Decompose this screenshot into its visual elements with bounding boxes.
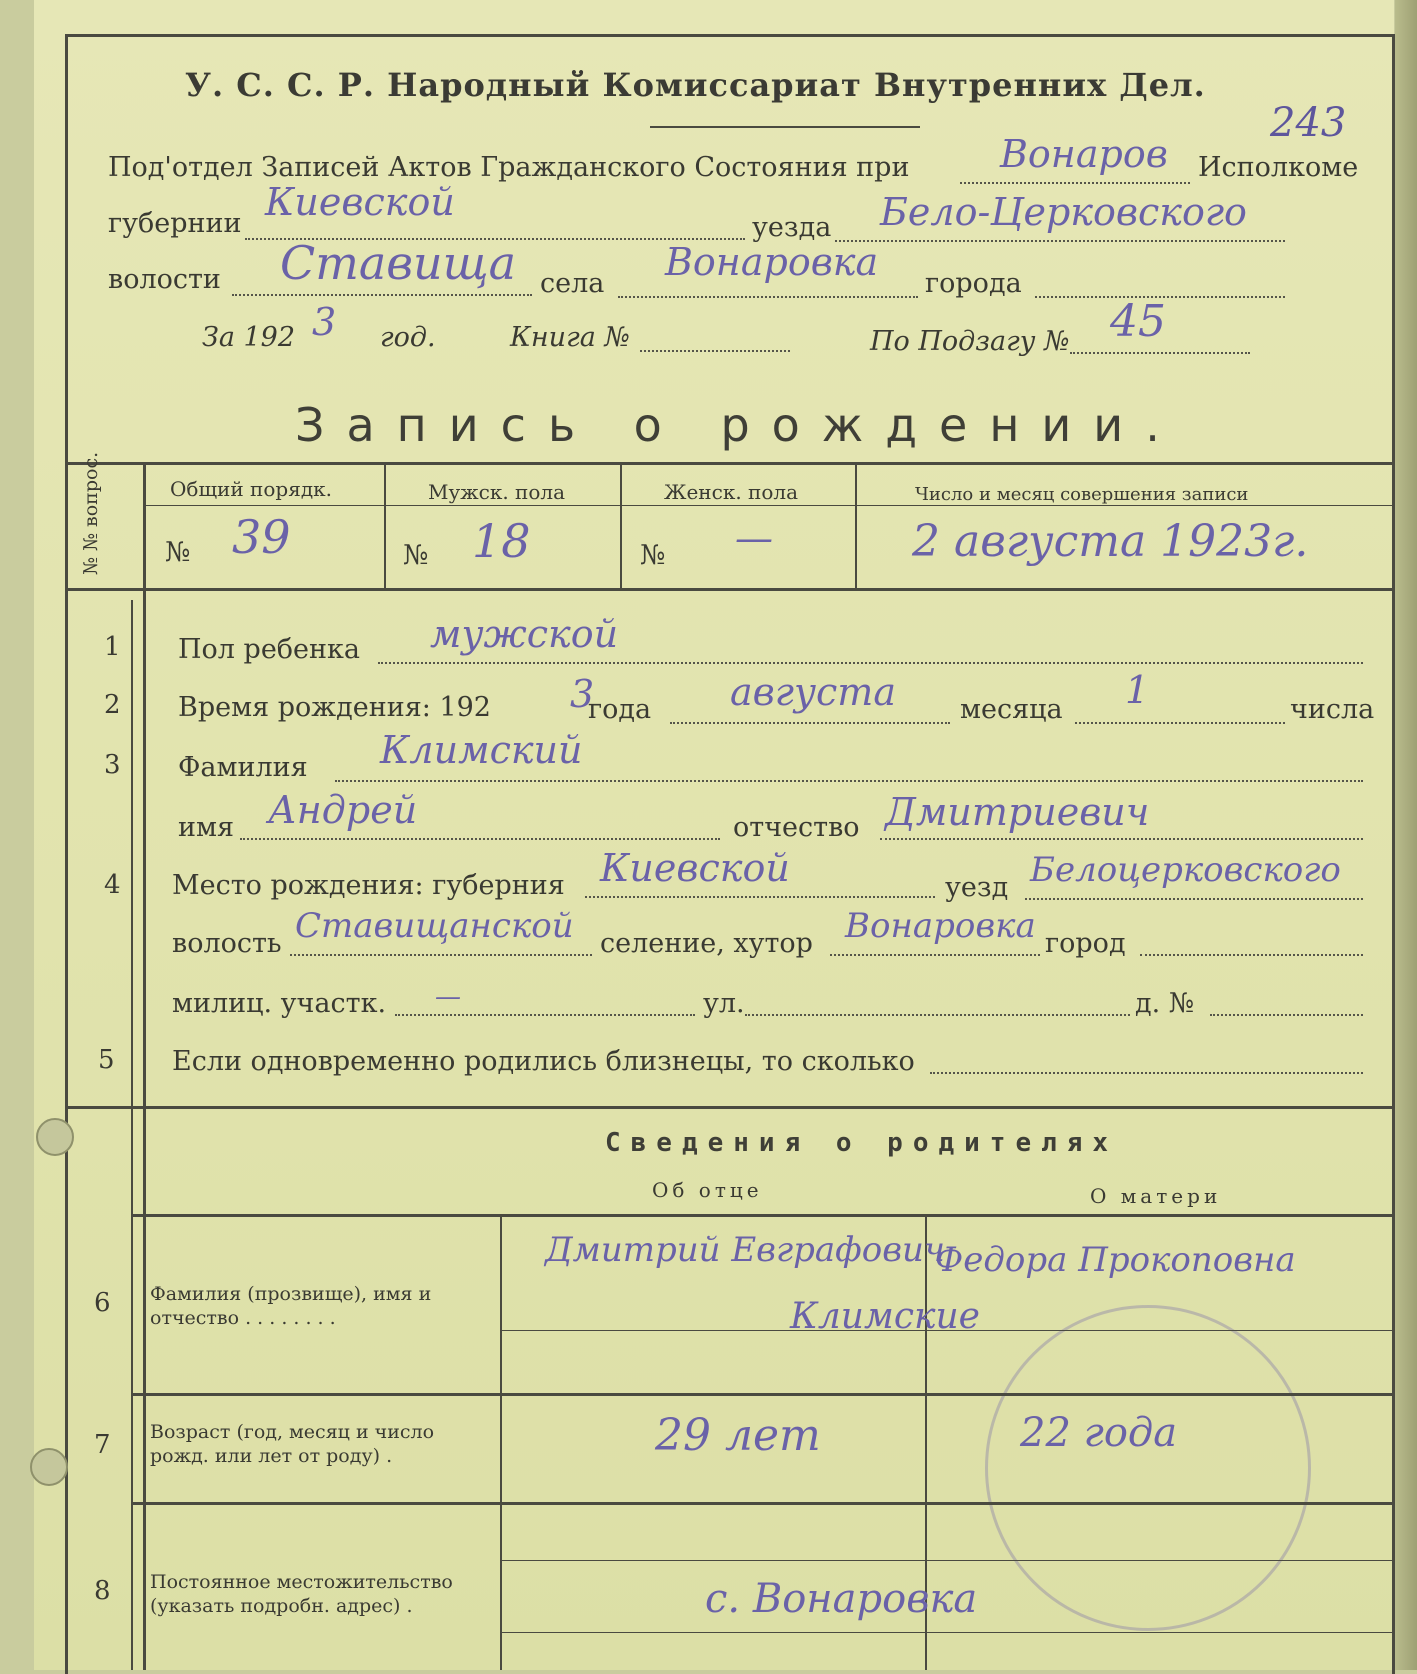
time-line-1 [670,722,950,724]
subdept-label: Под'отдел Записей Актов Гражданского Состояния при [108,152,910,183]
binder-hole-top [36,1118,74,1156]
q-num-7: 7 [94,1430,111,1460]
q-num-2: 2 [104,690,121,720]
place-volost-line [290,954,592,956]
patronymic-line [880,838,1363,840]
time-year-value: 3 [570,672,595,716]
volost-value: Ставища [280,236,517,290]
year-label: За 192 [202,322,296,353]
uezd-label: уезда [752,212,832,243]
male-label: Мужск. пола [428,480,566,504]
place-selo-value: Вонаровка [845,906,1036,946]
male-no-sign: № [403,540,429,571]
parents-row-line-2 [131,1502,1395,1505]
time-day-label: числа [1290,694,1375,725]
gubernia-value: Киевской [265,180,455,224]
sex-label: Пол ребенка [178,634,360,665]
row-7-mother: 22 года [1020,1410,1178,1456]
surname-label: Фамилия [178,752,308,783]
place-gorod-line [1140,954,1363,956]
podzag-label: По Подзагу № [870,326,1070,357]
place-uezd-line [1025,898,1363,900]
parents-title: Сведения о родителях [605,1128,1119,1158]
year-post-label: год. [380,322,436,353]
parents-inner-line-2 [500,1560,1395,1561]
q-col-line [143,462,146,1670]
paper-edge [1395,0,1417,1670]
time-month-value: августа [730,670,896,714]
uezd-value: Бело-Церковского [880,190,1247,234]
militia-line [395,1014,695,1016]
row-8-label: Постоянное местожительство (указать подробн. адрес) . [150,1571,453,1617]
q-num-3: 3 [104,750,121,780]
place-volost-label: волость [172,928,282,959]
parents-row-line-1 [131,1393,1395,1396]
executive-label: Исполкоме [1198,152,1359,183]
gubernia-label: губернии [108,208,242,239]
twins-line [930,1072,1363,1074]
parents-col-1 [500,1214,502,1670]
date-label: Число и месяц совершения записи [915,484,1249,505]
q-num-8: 8 [94,1576,111,1606]
row-6-mother: Федора Прокоповна [935,1240,1296,1280]
q-num-4: 4 [104,870,121,900]
place-selo-line [830,954,1040,956]
q-col-line-2 [131,600,133,1670]
num-sep-1 [384,462,386,588]
volost-label: волости [108,264,221,295]
female-label: Женск. пола [664,480,799,504]
row-6-father: Дмитрий Евграфович [545,1230,946,1270]
podzag-value: 45 [1110,296,1166,347]
row-8-father: с. Вонаровка [705,1576,978,1622]
ministry-title: У. С. С. Р. Народный Комиссариат Внутренних Дел. [185,66,1206,104]
father-label: Об отце [652,1178,763,1202]
mother-label: О матери [1090,1184,1222,1208]
general-no-sign: № [165,537,191,568]
sex-value: мужской [430,612,619,656]
parents-header-line [131,1214,1395,1217]
place-uezd-value: Белоцерковского [1030,850,1341,890]
faded-stamp [985,1305,1311,1631]
subdept-line [960,182,1190,184]
row-7-label: Возраст (год, месяц и число рожд. или лет от роду) . [150,1421,435,1467]
time-month-label: месяца [960,694,1063,725]
female-value: — [735,516,773,560]
num-header-line [146,505,1395,506]
name-value: Андрей [268,788,418,832]
table-bottom-line [65,588,1395,591]
row-6-surname: Климские [790,1296,980,1337]
general-value: 39 [232,510,291,564]
volost-line [232,294,532,296]
binder-hole-bottom [30,1448,68,1486]
militia-label: милиц. участк. [172,988,387,1019]
selo-label: села [540,268,605,299]
selo-line [618,296,918,298]
house-line [1210,1014,1363,1016]
qno-label: № № вопрос. [80,451,102,575]
parents-inner-line-3 [500,1632,1395,1633]
surname-line [335,780,1363,782]
book-line [640,350,790,352]
title-underline [650,126,920,128]
male-value: 18 [472,514,531,568]
place-label: Место рождения: губерния [172,870,565,901]
place-gorod-label: город [1045,928,1126,959]
sex-line [378,662,1363,664]
podzag-line [1070,352,1250,354]
time-label: Время рождения: 192 [178,692,491,723]
name-label: имя [178,812,235,843]
date-value: 2 августа 1923г. [912,516,1309,567]
place-uezd-label: уезд [945,872,1009,903]
place-gub-line [585,896,935,898]
street-line [745,1014,1130,1016]
patronymic-value: Дмитриевич [885,790,1150,834]
subdept-value: Вонаров [1000,132,1168,176]
record-title: Запись о рождении. [295,398,1182,452]
q-num-6: 6 [94,1288,111,1318]
book-label: Книга № [510,322,630,353]
num-sep-2 [620,462,622,588]
place-volost-value: Ставищанской [295,906,574,946]
year-value: 3 [312,300,337,344]
place-gub-value: Киевской [600,846,790,890]
uezd-line [835,240,1285,242]
house-label: д. № [1135,988,1195,1019]
q-num-5: 5 [98,1045,115,1075]
street-label: ул. [703,988,745,1019]
place-selo-label: селение, хутор [600,928,813,959]
time-day-value: 1 [1125,668,1150,712]
militia-value: — [435,982,461,1012]
time-year-post: года [588,694,652,725]
parents-top-line [65,1106,1395,1109]
surname-value: Климский [380,728,583,772]
archive-number: 243 [1270,100,1347,146]
table-top-line [65,462,1395,465]
gorod-label: города [925,268,1022,299]
name-line [240,838,720,840]
twins-label: Если одновременно родились близнецы, то сколько [172,1046,915,1077]
female-no-sign: № [640,540,666,571]
num-sep-3 [855,462,857,588]
selo-value: Вонаровка [665,240,879,284]
patronymic-label: отчество [733,812,860,843]
time-line-2 [1075,722,1285,724]
row-6-label: Фамилия (прозвище), имя и отчество . . . . . . . . [150,1283,432,1329]
row-7-father: 29 лет [655,1410,821,1461]
general-label: Общий порядк. [170,477,333,501]
q-num-1: 1 [104,632,121,662]
